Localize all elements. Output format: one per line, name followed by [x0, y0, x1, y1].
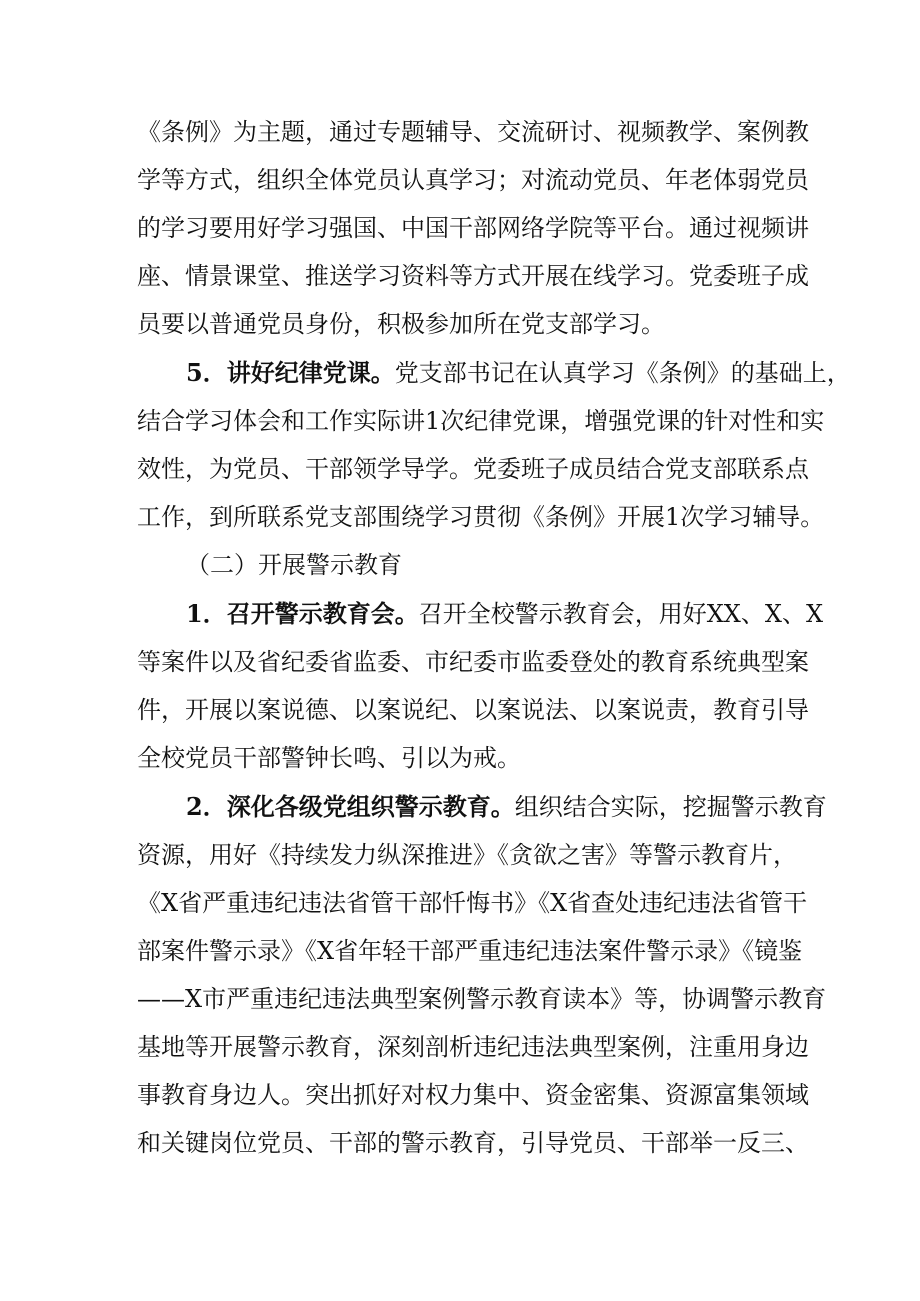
item-text: 组织结合实际，挖掘警示教育: [514, 793, 827, 821]
body-line: 《条例》为主题，通过专题辅导、交流研讨、视频教学、案例教: [137, 118, 809, 146]
numbered-paragraph-line: [186, 356, 851, 390]
section-heading: （二）开展警示教育: [186, 551, 402, 579]
body-line: 部案件警示录》《X省年轻干部严重违纪违法案件警示录》《镜鉴: [137, 937, 803, 965]
body-line: 《X省严重违纪违法省管干部忏悔书》《X省查处违纪违法省管干: [137, 889, 808, 917]
body-line: 等案件以及省纪委省监委、市纪委市监委登处的教育系统典型案: [137, 648, 809, 676]
body-line: 件，开展以案说德、以案说纪、以案说法、以案说责，教育引导: [137, 696, 809, 724]
body-line: 事教育身边人。突出抓好对权力集中、资金密集、资源富集领域: [137, 1081, 809, 1109]
body-line: 效性，为党员、干部领学导学。党委班子成员结合党支部联系点: [137, 455, 809, 483]
item-text: 党支部书记在认真学习《条例》的基础上，: [394, 359, 851, 387]
item-heading: 5．讲好纪律党课。: [186, 358, 395, 387]
body-line: 基地等开展警示教育，深刻剖析违纪违法典型案例，注重用身边: [137, 1033, 809, 1061]
body-line: 学等方式，组织全体党员认真学习；对流动党员、年老体弱党员: [137, 166, 809, 194]
item-heading: 1．召开警示教育会。: [186, 599, 419, 628]
body-line: 全校党员干部警钟长鸣、引以为戒。: [137, 744, 521, 772]
body-line: 的学习要用好学习强国、中国干部网络学院等平台。通过视频讲: [137, 214, 809, 242]
numbered-paragraph-line: [186, 597, 824, 631]
body-line: 工作，到所联系党支部围绕学习贯彻《条例》开展1次学习辅导。: [137, 503, 825, 531]
body-line: 和关键岗位党员、干部的警示教育，引导党员、干部举一反三、: [137, 1129, 809, 1157]
item-heading: 2．深化各级党组织警示教育。: [186, 792, 515, 821]
body-line: 座、情景课堂、推送学习资料等方式开展在线学习。党委班子成: [137, 262, 809, 290]
body-line: 结合学习体会和工作实际讲1次纪律党课，增强党课的针对性和实: [137, 407, 825, 435]
numbered-paragraph-line: [186, 790, 827, 824]
body-line: ——X市严重违纪违法典型案例警示教育读本》等，协调警示教育: [137, 985, 827, 1013]
item-text: 召开全校警示教育会，用好XX、X、X: [418, 600, 824, 628]
body-line: 资源，用好《持续发力纵深推进》《贪欲之害》等警示教育片，: [137, 841, 797, 869]
body-line: 员要以普通党员身份，积极参加所在党支部学习。: [137, 310, 665, 338]
